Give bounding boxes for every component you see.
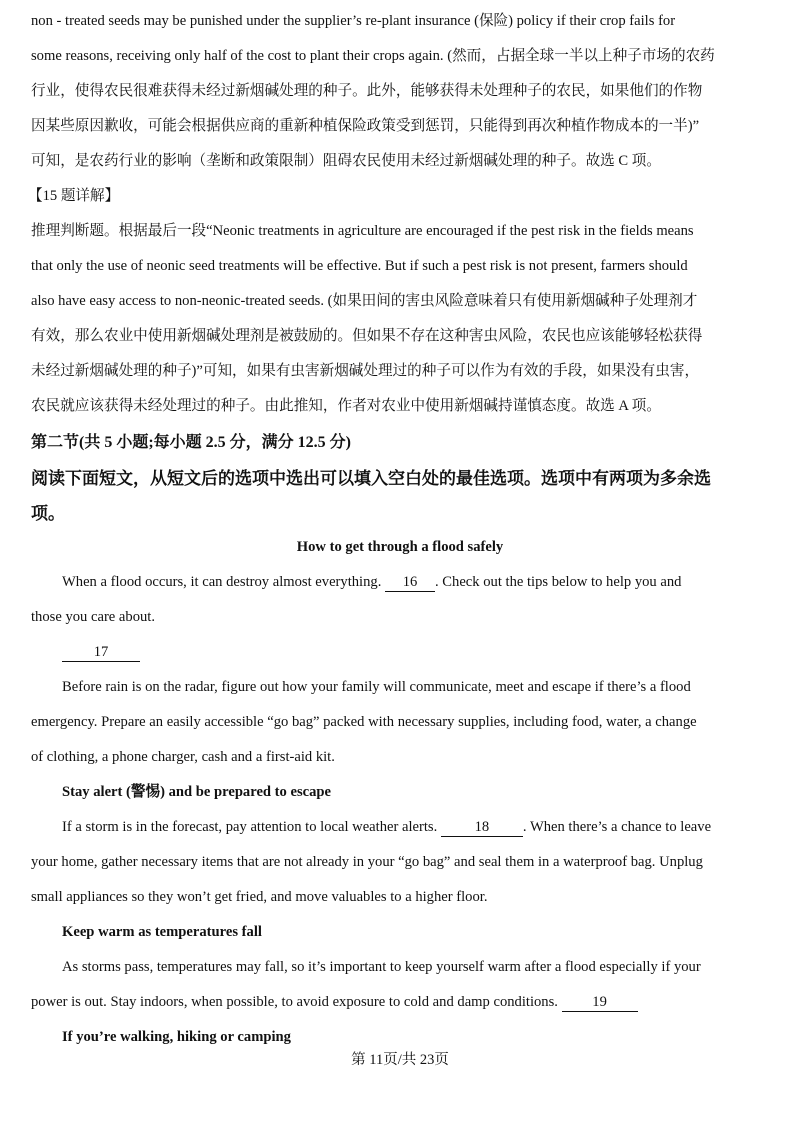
article-title: How to get through a flood safely bbox=[296, 539, 504, 555]
article-p1-text-a: When a flood occurs, it can destroy almost everything. bbox=[62, 574, 385, 590]
q15-line-2: that only the use of neonic seed treatments will be effective. But if such a pest risk is not present, farmers should bbox=[31, 258, 688, 274]
article-heading-keep-warm: Keep warm as temperatures fall bbox=[62, 924, 262, 940]
article-p1-line-1 bbox=[31, 565, 769, 600]
section2-instruction-line-1: 阅读下面短文，从短文后的选项中选出可以填入空白处的最佳选项。选项中有两项为多余选 bbox=[31, 469, 711, 488]
article-p4-text-a: power is out. Stay indoors, when possible, to avoid exposure to cold and damp conditions. bbox=[31, 994, 562, 1010]
article-blank-17-line bbox=[31, 635, 769, 670]
prev-answer-line-2: some reasons, receiving only half of the cost to plant their crops again. (然而，占据全球一半以上种子市场的农药 bbox=[31, 48, 715, 64]
prev-answer-line-3: 行业，使得农民很难获得未经过新烟碱处理的种子。此外，能够获得未处理种子的农民，如果他们的作物 bbox=[31, 83, 703, 99]
q15-line-3: also have easy access to non-neonic-treated seeds. (如果田间的害虫风险意味着只有使用新烟碱种子处理剂才 bbox=[31, 293, 698, 309]
blank-19: 19 bbox=[562, 993, 638, 1012]
article-p1-line-2: those you care about. bbox=[31, 609, 156, 625]
q15-line-4: 有效，那么农业中使用新烟碱处理剂是被鼓励的。但如果不存在这种害虫风险，农民也应该能够轻松获得 bbox=[31, 328, 703, 344]
prev-answer-line-1: non - treated seeds may be punished under the supplier’s re-plant insurance (保险) policy if their crop fails for bbox=[31, 13, 676, 29]
article-p3-text-b: . When there’s a chance to leave bbox=[522, 819, 712, 835]
page-footer: 第 11页/共 23页 bbox=[351, 1052, 449, 1068]
prev-answer-line-4: 因某些原因歉收，可能会根据供应商的重新种植保险政策受到惩罚，只能得到再次种植作物成本的一半)” bbox=[31, 118, 700, 134]
article-p1-text-b: . Check out the tips below to help you and bbox=[435, 574, 682, 590]
section2-instruction-line-2: 项。 bbox=[31, 504, 65, 523]
article-p3-line-3: small appliances so they won’t get fried, and move valuables to a higher floor. bbox=[31, 889, 488, 905]
article-p2-line-3: of clothing, a phone charger, cash and a first-aid kit. bbox=[31, 749, 335, 765]
q15-line-5: 未经过新烟碱处理的种子)”可知，如果有虫害新烟碱处理过的种子可以作为有效的手段，如果没有虫害， bbox=[31, 363, 700, 379]
article-p2-line-1: Before rain is on the radar, figure out how your family will communicate, meet and escape if there’s a flood bbox=[62, 679, 691, 695]
article-p4-line-2 bbox=[31, 985, 769, 1020]
section2-title: 第二节(共 5 小题;每小题 2.5 分，满分 12.5 分) bbox=[31, 434, 351, 451]
q15-title: 【15 题详解】 bbox=[28, 188, 120, 204]
blank-17: 17 bbox=[62, 643, 140, 662]
blank-16: 16 bbox=[385, 573, 435, 592]
article-heading-stay-alert: Stay alert (警惕) and be prepared to escape bbox=[62, 784, 332, 800]
article-heading-walking: If you’re walking, hiking or camping bbox=[62, 1029, 291, 1045]
blank-18: 18 bbox=[441, 818, 523, 837]
article-p2-line-2: emergency. Prepare an easily accessible “go bag” packed with necessary supplies, including food, water, a change bbox=[31, 714, 697, 730]
article-p4-line-1: As storms pass, temperatures may fall, so it’s important to keep yourself warm after a flood especially if your bbox=[62, 959, 701, 975]
article-p3-line-1 bbox=[31, 810, 769, 845]
q15-line-1: 推理判断题。根据最后一段“Neonic treatments in agriculture are encouraged if the pest risk in the fields means bbox=[31, 223, 694, 239]
article-p3-line-2: your home, gather necessary items that are not already in your “go bag” and seal them in a waterproof bag. Unplug bbox=[31, 854, 703, 870]
q15-line-6: 农民就应该获得未经处理过的种子。由此推知，作者对农业中使用新烟碱持谨慎态度。故选 A 项。 bbox=[31, 398, 661, 414]
article-p3-text-a: If a storm is in the forecast, pay attention to local weather alerts. bbox=[62, 819, 441, 835]
prev-answer-line-5: 可知，是农药行业的影响（垄断和政策限制）阻碍农民使用未经过新烟碱处理的种子。故选 C 项。 bbox=[31, 153, 661, 169]
